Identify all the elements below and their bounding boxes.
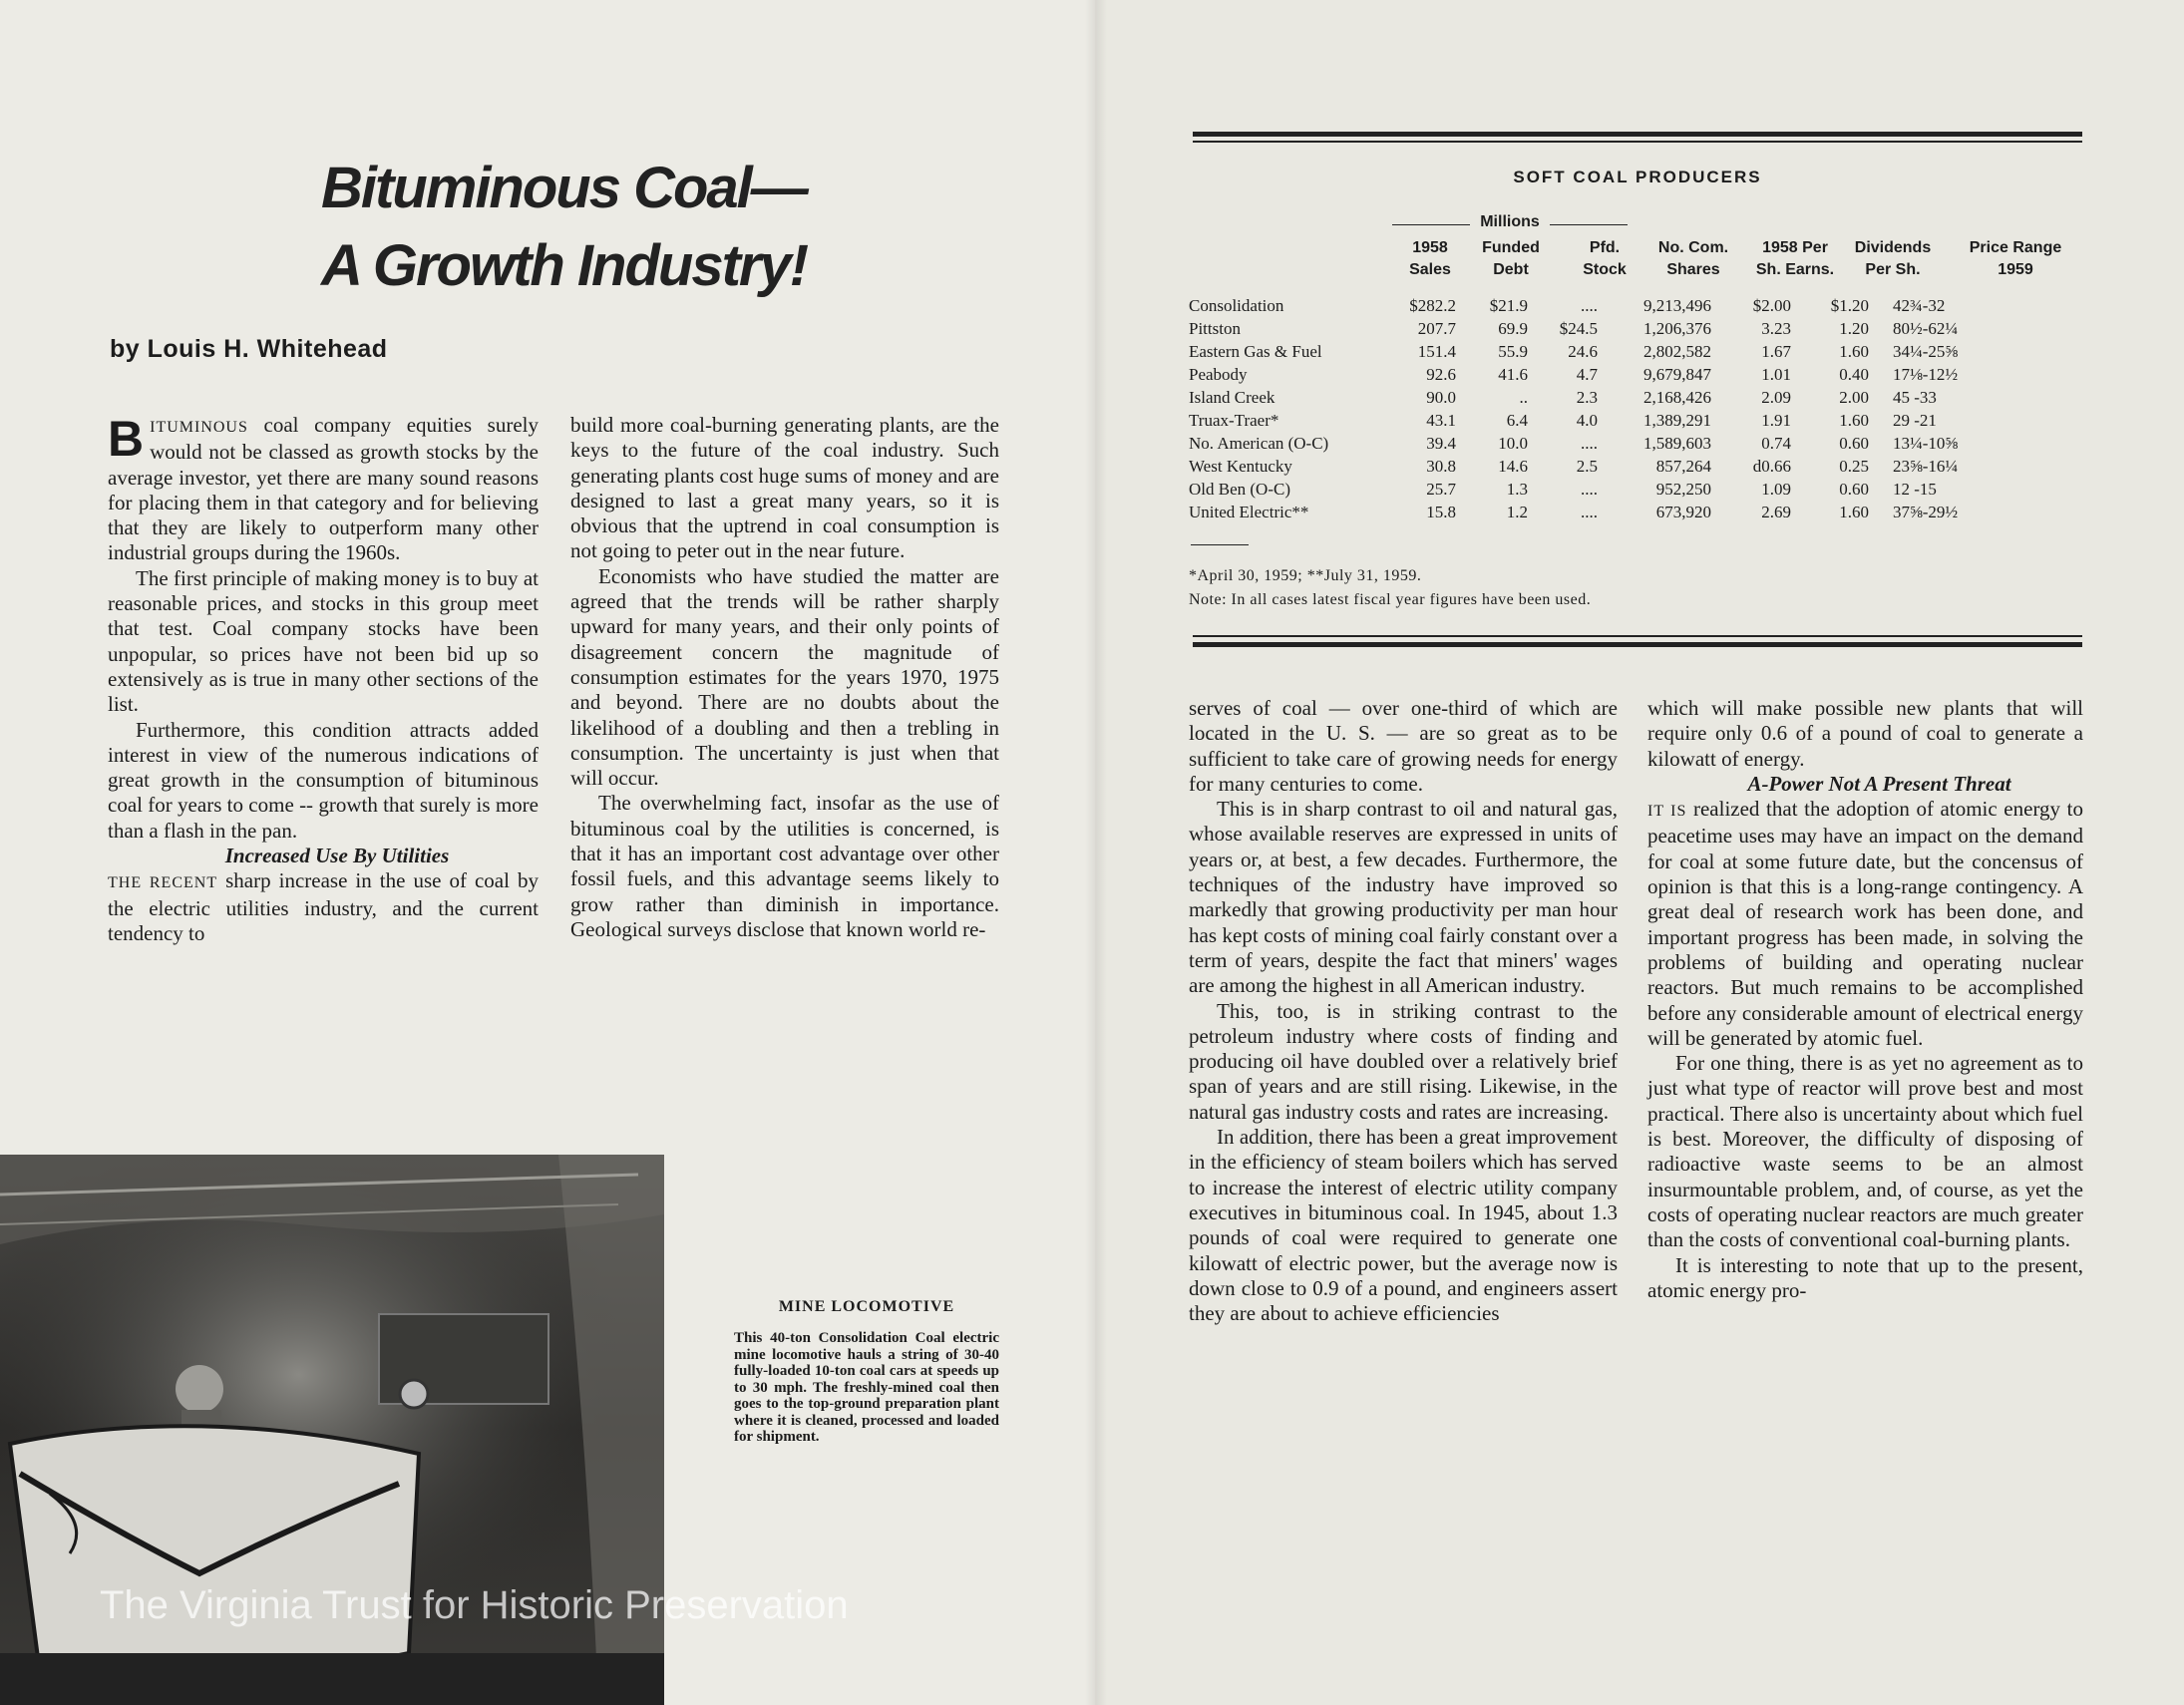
header-line: Price Range	[1969, 239, 2062, 256]
left-column-1	[108, 413, 539, 946]
cell-debt: 1.3	[1506, 480, 1528, 499]
cell-price-range: 34¼-25⅝	[1893, 342, 1959, 361]
table-row	[1189, 363, 2086, 386]
cell-pfd: ....	[1581, 434, 1598, 453]
cell-earnings: d0.66	[1752, 457, 1791, 476]
paragraph: serves of coal — over one-third of which are located in the U. S. — are so great as to be sufficient to take care of growing needs for energy for many centuries to come.	[1189, 696, 1618, 796]
company-name: Truax-Traer*	[1189, 411, 1279, 430]
cell-earnings: 2.09	[1761, 388, 1791, 407]
table-row	[1189, 317, 2086, 340]
paragraph: This, too, is in striking contrast to the petroleum industry where costs of finding and producing oil have doubled over a relatively brief span of years and are still rising. Likewise, in the natural gas industry costs and rates are increasing.	[1189, 998, 1618, 1124]
cell-earnings: 1.09	[1761, 480, 1791, 499]
header-line: Sales	[1409, 261, 1451, 278]
table-row	[1189, 455, 2086, 478]
watermark: The Virginia Trust for Historic Preservation	[100, 1583, 849, 1627]
cell-sales: 90.0	[1426, 388, 1456, 407]
table-row	[1189, 386, 2086, 409]
header-line: Sh. Earns.	[1755, 261, 1835, 278]
table-row	[1189, 340, 2086, 363]
cell-pfd: 24.6	[1568, 342, 1598, 361]
lead-smallcaps: IT IS	[1647, 803, 1687, 821]
company-name: Pittston	[1189, 319, 1241, 338]
cell-price-range: 29 -21	[1893, 411, 1937, 430]
cell-price-range: 13¼-10⅝	[1893, 434, 1959, 453]
header-line: Stock	[1583, 261, 1627, 278]
cell-sales: 43.1	[1426, 411, 1456, 430]
millions-group-label: Millions	[1392, 213, 1628, 231]
cell-debt: 14.6	[1498, 457, 1528, 476]
caption-text: This 40-ton Consolidation Coal electric mine locomotive hauls a string of 30-40 fully-loaded 10-ton coal cars at speeds up to 30 mph. The freshly-mined coal then goes to the top-ground preparation plant where it is cleaned, processed and loaded for shipment.	[734, 1330, 999, 1445]
header-pfd	[1572, 237, 1638, 281]
cell-debt: 69.9	[1498, 319, 1528, 338]
cell-sales: 207.7	[1417, 319, 1456, 338]
paragraph	[108, 868, 539, 946]
cell-shares: 857,264	[1655, 457, 1711, 476]
company-name: West Kentucky	[1189, 457, 1292, 476]
cell-dividend: 1.60	[1839, 342, 1869, 361]
cell-earnings: 1.01	[1761, 365, 1791, 384]
left-column-2	[570, 413, 999, 942]
cell-sales: $282.2	[1409, 296, 1456, 315]
lead-smallcaps: ITUMINOUS	[150, 419, 248, 436]
lead-smallcaps: THE RECENT	[108, 874, 218, 892]
header-line: Debt	[1493, 261, 1529, 278]
cell-earnings: 2.69	[1761, 503, 1791, 521]
paragraph: Economists who have studied the matter are agreed that the trends will be rather sharply upward for many years, and their only points of disagreement concern the magnitude of consumption estimates for the years 1970, 1975 and beyond. There are no doubts about the likelihood of a doubling and then a trebling in consumption. The uncertainty is just when that will occur.	[570, 563, 999, 791]
paragraph: It is interesting to note that up to the present, atomic energy pro-	[1647, 1252, 2083, 1302]
author-byline: by Louis H. Whitehead	[110, 335, 388, 363]
header-line: Per Sh.	[1865, 261, 1921, 278]
table-note: Note: In all cases latest fiscal year figures have been used.	[1189, 591, 1592, 608]
header-line: Shares	[1666, 261, 1720, 278]
cell-shares: 952,250	[1655, 480, 1711, 499]
cell-pfd: $24.5	[1559, 319, 1598, 338]
cell-pfd: ....	[1581, 480, 1598, 499]
company-name: No. American (O-C)	[1189, 434, 1329, 453]
paragraph-text: realized that the adoption of atomic energy to peacetime uses may have an impact on the demand for coal at some future date, but the concensus of opinion is that this is a long-range contingency. A great deal of research work has been done, and important progress has been made, in solving the problems of building and operating nuclear reactors. But much remains to be accomplished before any considerable amount of electrical energy will be generated by atomic fuel.	[1647, 797, 2083, 1050]
cell-dividend: 0.60	[1839, 434, 1869, 453]
paragraph: build more coal-burning generating plants, are the keys to the future of the coal industry. Such generating plants cost huge sums of money and are designed to last a great many years, so it is obvious that the uptrend in coal consumption is not going to peter out in the near future.	[570, 413, 999, 563]
table-bottom-rule	[1193, 642, 2082, 647]
cell-shares: 9,679,847	[1643, 365, 1711, 384]
cell-pfd: 2.5	[1576, 457, 1598, 476]
cell-shares: 1,589,603	[1643, 434, 1711, 453]
title-line-2: A Growth Industry!	[321, 233, 808, 298]
header-dividends	[1847, 237, 1939, 281]
header-line: 1959	[1998, 261, 2033, 278]
cell-price-range: 42¾-32	[1893, 296, 1946, 315]
header-line: 1958	[1412, 239, 1448, 256]
company-name: United Electric**	[1189, 503, 1309, 521]
cell-price-range: 80½-62¼	[1893, 319, 1959, 338]
cell-pfd: 4.7	[1576, 365, 1598, 384]
paragraph	[1647, 797, 2083, 1051]
cell-price-range: 17⅛-12½	[1893, 365, 1959, 384]
cell-debt: 10.0	[1498, 434, 1528, 453]
caption-title: MINE LOCOMOTIVE	[778, 1298, 955, 1315]
cell-dividend: 1.60	[1839, 503, 1869, 521]
cell-earnings: $2.00	[1752, 296, 1791, 315]
cell-dividend: 0.25	[1839, 457, 1869, 476]
cell-debt: ..	[1519, 388, 1528, 407]
paragraph: In addition, there has been a great improvement in the efficiency of steam boilers which has served to increase the interest of electric utility company executives in bituminous coal. In 1945, about 1.3 pounds of coal were required to generate one kilowatt of electric power, but the average now is down close to 0.9 of a pound, and engineers assert they are about to achieve efficiencies	[1189, 1125, 1618, 1326]
cell-dividend: 0.40	[1839, 365, 1869, 384]
table-footnote: *April 30, 1959; **July 31, 1959.	[1189, 567, 1422, 584]
paragraph: For one thing, there is as yet no agreement as to just what type of reactor will prove best and most practical. There also is uncertainty about which fuel is best. Moreover, the difficulty of disposing of radioactive waste seems to be an almost insurmountable problem, and, of course, as yet the costs of operating nuclear reactors are much greater than the costs of conventional coal-burning plants.	[1647, 1051, 2083, 1252]
cell-sales: 151.4	[1417, 342, 1456, 361]
cell-dividend: 1.20	[1839, 319, 1869, 338]
subheading: A-Power Not A Present Threat	[1747, 771, 2011, 796]
cell-dividend: 2.00	[1839, 388, 1869, 407]
paragraph: This is in sharp contrast to oil and natural gas, whose available reserves are expressed in units of years or, at best, a few decades. Furthermore, the techniques of the industry have improved so markedly that growing productivity per man hour has kept costs of mining coal fairly constant over a term of years, despite the fact that miners' wages are among the highest in all American industry.	[1189, 797, 1618, 998]
paragraph: The overwhelming fact, insofar as the use of bituminous coal by the utilities is concerned, is that it has an important cost advantage over other fossil fuels, and this advantage seems likely to grow rather than diminish in importance. Geological surveys disclose that known world re-	[570, 791, 999, 941]
cell-sales: 15.8	[1426, 503, 1456, 521]
table-row	[1189, 501, 2086, 523]
cell-shares: 2,168,426	[1643, 388, 1711, 407]
header-line: Pfd.	[1589, 239, 1621, 256]
table-top-rule	[1193, 132, 2082, 137]
cell-shares: 1,206,376	[1643, 319, 1711, 338]
footnote-rule	[1191, 544, 1249, 545]
header-line: Funded	[1482, 239, 1540, 256]
cell-earnings: 3.23	[1761, 319, 1791, 338]
paragraph	[108, 413, 539, 566]
cell-debt: 55.9	[1498, 342, 1528, 361]
cell-sales: 39.4	[1426, 434, 1456, 453]
cell-pfd: ....	[1581, 503, 1598, 521]
cell-price-range: 12 -15	[1893, 480, 1937, 499]
paragraph: which will make possible new plants that will require only 0.6 of a pound of coal to generate a kilowatt of energy.	[1647, 696, 2083, 771]
cell-shares: 2,802,582	[1643, 342, 1711, 361]
table-row	[1189, 294, 2086, 317]
paragraph: The first principle of making money is to buy at reasonable prices, and stocks in this group meet that test. Coal company stocks have been unpopular, so prices have not been bid up so extensively as is true in many other sections of the list.	[108, 565, 539, 717]
cell-debt: 41.6	[1498, 365, 1528, 384]
company-name: Old Ben (O-C)	[1189, 480, 1290, 499]
photo-caption	[734, 1298, 999, 1446]
header-line: Dividends	[1854, 239, 1932, 256]
cell-earnings: 0.74	[1761, 434, 1791, 453]
company-name: Island Creek	[1189, 388, 1275, 407]
table-row	[1189, 409, 2086, 432]
header-shares	[1643, 237, 1743, 281]
cell-price-range: 23⅝-16¼	[1893, 457, 1959, 476]
cell-shares: 673,920	[1655, 503, 1711, 521]
table-title: SOFT COAL PRODUCERS	[1513, 168, 1762, 186]
table-top-rule-thin	[1193, 141, 2082, 143]
cell-price-range: 45 -33	[1893, 388, 1937, 407]
page-gutter	[1085, 0, 1107, 1705]
cell-sales: 30.8	[1426, 457, 1456, 476]
cell-pfd: 2.3	[1576, 388, 1598, 407]
subheading: Increased Use By Utilities	[224, 844, 450, 868]
right-column-1	[1189, 696, 1618, 1326]
cell-dividend: 0.60	[1839, 480, 1869, 499]
cell-earnings: 1.67	[1761, 342, 1791, 361]
cell-pfd: 4.0	[1576, 411, 1598, 430]
header-line: 1958 Per	[1762, 239, 1828, 256]
cell-earnings: 1.91	[1761, 411, 1791, 430]
header-debt	[1474, 237, 1548, 281]
cell-debt: 1.2	[1506, 503, 1528, 521]
header-sales	[1394, 237, 1466, 281]
cell-sales: 92.6	[1426, 365, 1456, 384]
right-column-2	[1647, 696, 2083, 1303]
company-name: Consolidation	[1189, 296, 1284, 315]
cell-shares: 1,389,291	[1643, 411, 1711, 430]
table-row	[1189, 432, 2086, 455]
cell-shares: 9,213,496	[1643, 296, 1711, 315]
company-name: Eastern Gas & Fuel	[1189, 342, 1322, 361]
article-title	[321, 150, 807, 305]
header-line: No. Com.	[1657, 239, 1729, 256]
paragraph-text: sharp increase in the use of coal by the electric utilities industry, and the current tendency to	[108, 868, 539, 945]
cell-pfd: ....	[1581, 296, 1598, 315]
cell-dividend: $1.20	[1830, 296, 1869, 315]
cell-debt: $21.9	[1489, 296, 1528, 315]
header-earnings	[1747, 237, 1843, 281]
paragraph: Furthermore, this condition attracts added interest in view of the numerous indications of great growth in the consumption of bituminous coal for years to come -- growth that surely is more than a flash in the pan.	[108, 717, 539, 843]
drop-cap: B	[108, 411, 145, 467]
paragraph-text: coal company equities surely would not be classed as growth stocks by the average investor, yet there are many sound reasons for placing them in that category and for believing that they are likely to outperform many other industrial groups during the 1960s.	[108, 413, 539, 565]
title-line-1: Bituminous Coal—	[321, 156, 807, 220]
cell-price-range: 37⅝-29½	[1893, 503, 1959, 521]
cell-debt: 6.4	[1506, 411, 1528, 430]
cell-dividend: 1.60	[1839, 411, 1869, 430]
table-bottom-rule-thin	[1193, 635, 2082, 637]
table-row	[1189, 478, 2086, 501]
company-name: Peabody	[1189, 365, 1248, 384]
cell-sales: 25.7	[1426, 480, 1456, 499]
header-price-range	[1949, 237, 2082, 281]
